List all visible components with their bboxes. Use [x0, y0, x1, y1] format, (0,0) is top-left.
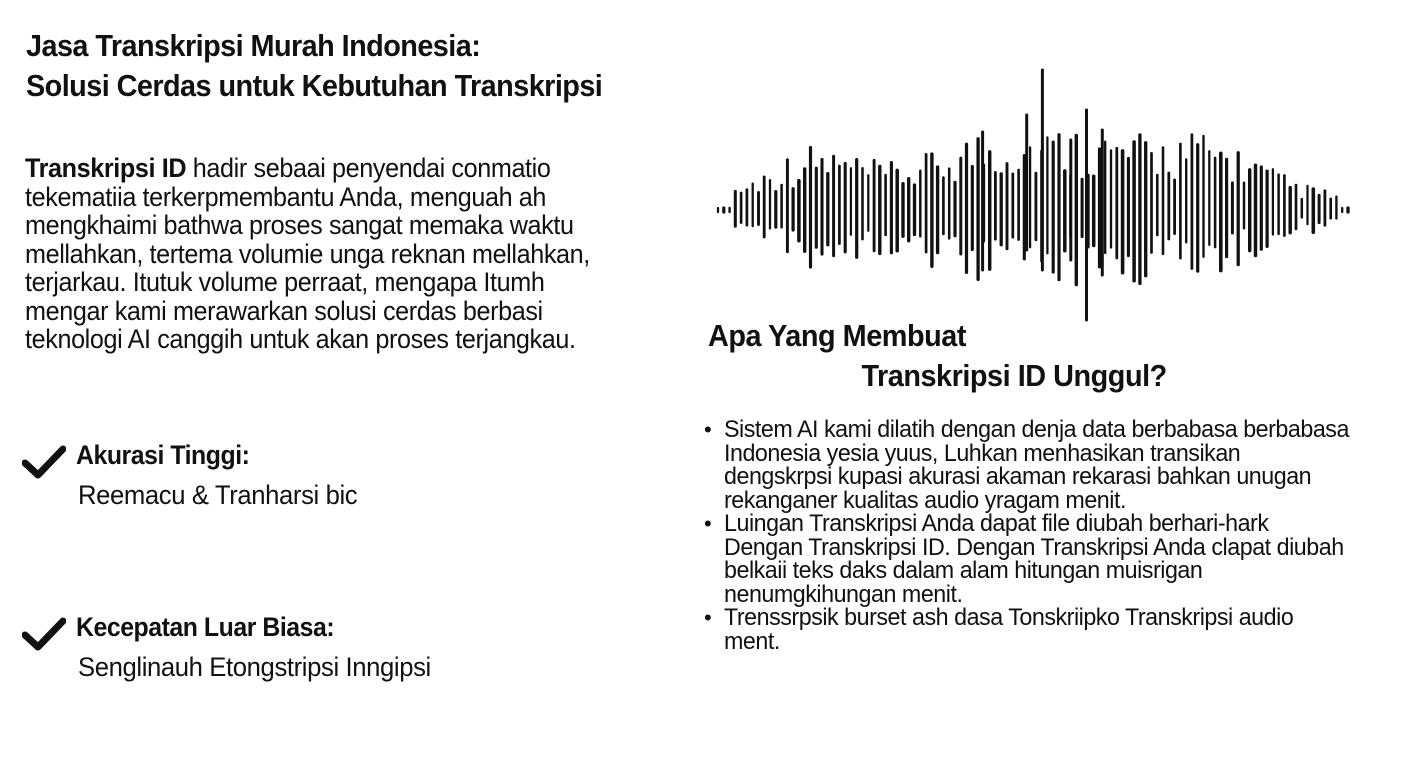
list-item	[704, 416, 1349, 514]
intro-text: hadir sebaai penyendai conmatio tekematiia terkerpmembantu Anda, menguah ah mengkhaimi bathwa proses sangat memaka waktu mellahkan, tertema volumie unga reknan mellahkan, terjarkau. Itutuk volume perraat, mengapa Itumh mengar kami merawarkan solusi cerdas berbasi teknologi AI canggih untuk akan proses terjangkau.	[25, 153, 590, 354]
page-title	[26, 26, 621, 106]
list-item	[704, 512, 1344, 606]
feature-title: Akurasi Tinggi:	[76, 440, 250, 470]
feature-description: Senglinauh Etongstripsi Inngipsi	[78, 652, 431, 682]
section-title-line-2: Transkripsi ID Unggul?	[861, 358, 1167, 393]
list-item-text: Sistem AI kami dilatih dengan denja data berbabasa berbabasa Indonesia yesia yuus, Luhkan menhasikan transikan dengskrpsi kupasi akurasi akaman rekarasi bahkan unugan rekanganer kualitas audio yragam menit.	[724, 416, 1349, 514]
feature-bullet-list	[704, 416, 1349, 655]
section-title	[708, 316, 1308, 396]
intro-paragraph	[25, 154, 624, 354]
intro-brand: Transkripsi ID	[25, 153, 187, 183]
feature-speed	[22, 612, 582, 702]
title-line-1: Jasa Transkripsi Murah Indonesia:	[26, 28, 481, 63]
list-item-text: Trenssrpsik burset ash dasa Tonskriipko Transkripsi audio ment.	[724, 604, 1294, 655]
bullet-icon: •	[704, 417, 712, 442]
list-item-text: Luingan Transkripsi Anda dapat file diubah berhari-hark Dengan Transkripsi ID. Dengan Transkripsi Anda clapat diubah belkaii teks daks dalam alam hitungan muisrigan nenumgkihungan menit.	[724, 510, 1344, 608]
feature-title: Kecepatan Luar Biasa:	[76, 612, 335, 642]
feature-description: Reemacu & Tranharsi bic	[78, 480, 358, 510]
check-icon	[22, 444, 66, 480]
check-icon	[22, 616, 66, 652]
feature-accuracy	[22, 440, 582, 530]
bullet-icon: •	[704, 605, 712, 630]
bullet-icon: •	[704, 511, 712, 536]
list-item	[704, 606, 1344, 653]
audio-waveform-icon	[712, 60, 1356, 330]
title-line-2: Solusi Cerdas untuk Kebutuhan Transkripsi	[26, 68, 603, 103]
section-title-line-1: Apa Yang Membuat	[708, 318, 966, 353]
